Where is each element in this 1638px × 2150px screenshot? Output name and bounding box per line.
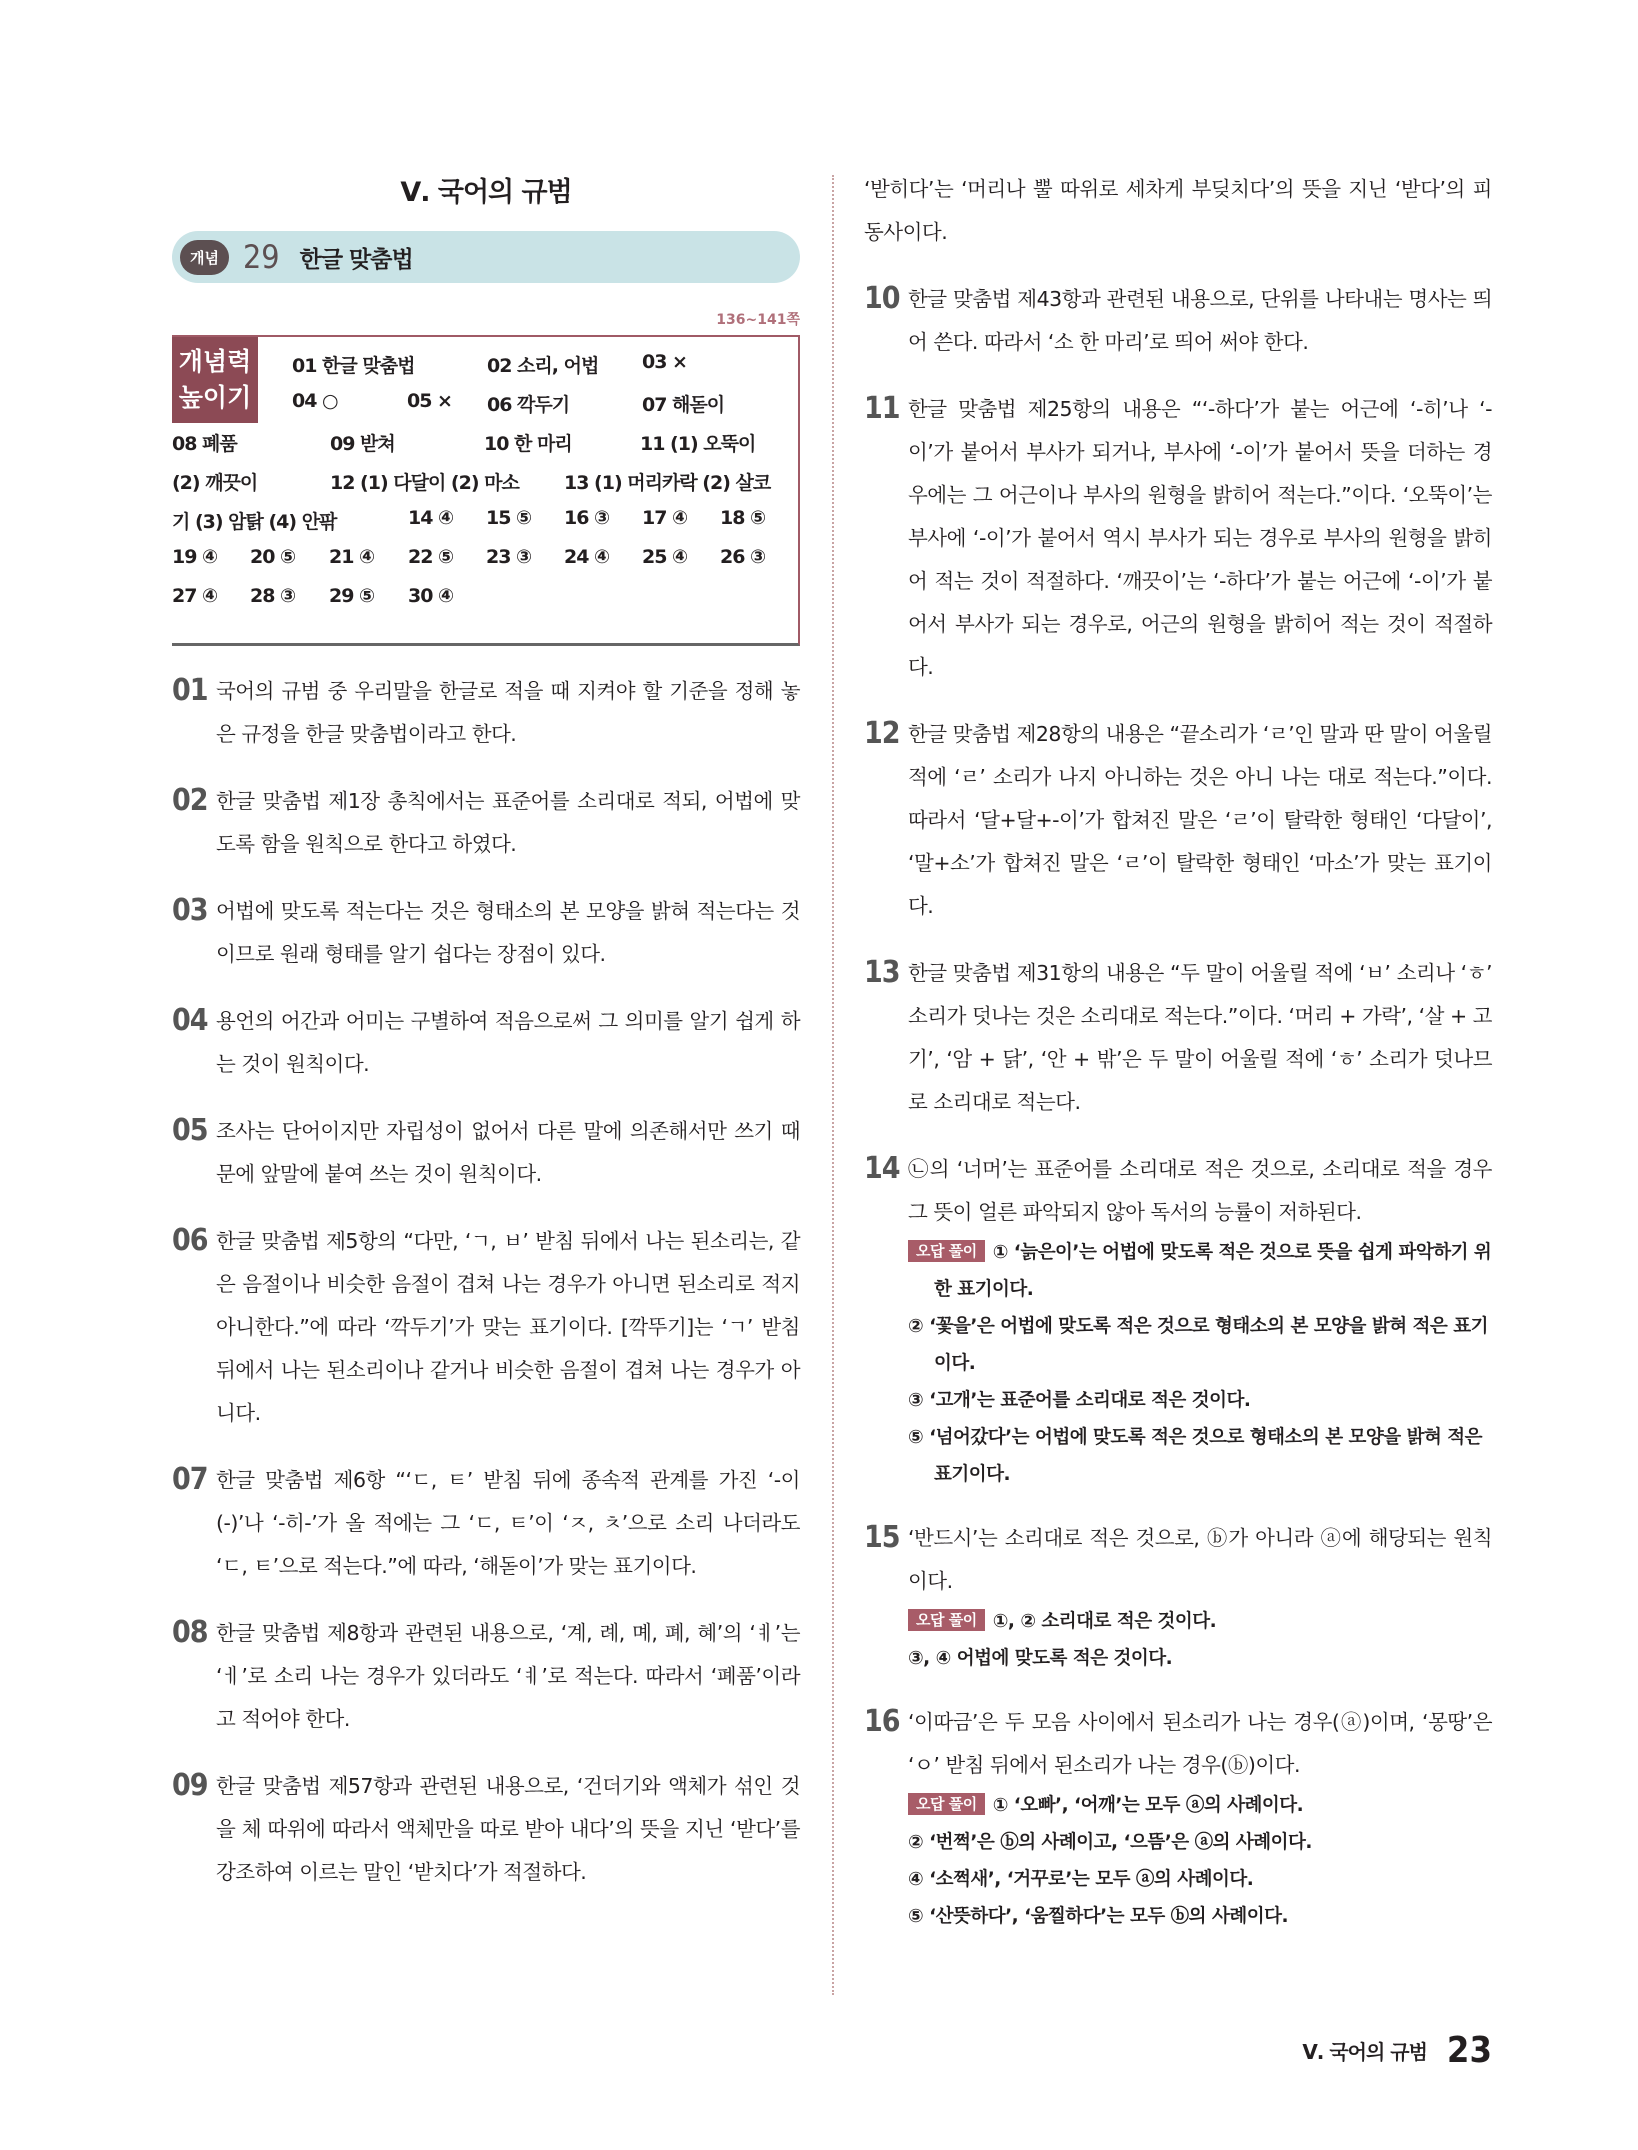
wrong-answer-notes bbox=[908, 1234, 1492, 1493]
lesson-title: 한글 맞춤법 bbox=[299, 246, 413, 273]
lesson-header bbox=[172, 231, 800, 283]
answer-cell: 21 ④ bbox=[329, 546, 375, 568]
lesson-badge: 개념 bbox=[180, 240, 229, 275]
wrong-answer-tag: 오답 풀이 bbox=[908, 1240, 985, 1262]
answer-row bbox=[172, 390, 788, 429]
explanation-item bbox=[172, 1765, 800, 1894]
item-text: 한글 맞춤법 제8항과 관련된 내용으로, ‘계, 례, 몌, 폐, 혜’의 ‘ㅖ’는 ‘ㅔ’로 소리 나는 경우가 있더라도 ‘ㅖ’로 적는다. 따라서 ‘폐품’이라고 적어야 한다. bbox=[216, 1621, 800, 1731]
note-text: ①, ② 소리대로 적은 것이다. bbox=[992, 1611, 1217, 1632]
explanation-item bbox=[864, 1517, 1492, 1603]
item-text: ‘받히다’는 ‘머리나 뿔 따위로 세차게 부딪치다’의 뜻을 지닌 ‘받다’의 피동사이다. bbox=[864, 177, 1492, 244]
lesson-number: 29 bbox=[242, 238, 280, 276]
item-number: 07 bbox=[172, 1462, 208, 1497]
explanation-item bbox=[864, 1148, 1492, 1234]
answer-cell: 14 ④ bbox=[408, 507, 454, 529]
item-text: 한글 맞춤법 제25항의 내용은 “‘-하다’가 붙는 어근에 ‘-히’나 ‘-이’가 붙어서 부사가 되거나, 부사에 ‘-이’가 붙어서 뜻을 더하는 경우에는 그 어근이나 부사의 원형을 밝히어 적는다.”이다. ‘오뚝이’는 부사에 ‘-이’가 붙어서 역시 부사가 되는 경우로 부사의 원형을 밝히어 적는 것이 적절하다. ‘깨끗이’는 ‘-하다’가 붙는 어근에 ‘-이’가 붙어서 부사가 되는 경우로, 어근의 원형을 밝히어 적는 것이 적절하다. bbox=[908, 397, 1492, 679]
item-text: 한글 맞춤법 제43항과 관련된 내용으로, 단위를 나타내는 명사는 띄어 쓴다. 따라서 ‘소 한 마리’로 띄어 써야 한다. bbox=[908, 287, 1492, 354]
answer-cell: 26 ③ bbox=[720, 546, 766, 568]
answer-box bbox=[172, 335, 800, 646]
item-text: 어법에 맞도록 적는다는 것은 형태소의 본 모양을 밝혀 적는다는 것이므로 원래 형태를 알기 쉽다는 장점이 있다. bbox=[216, 899, 800, 966]
item-text: 한글 맞춤법 제28항의 내용은 “끝소리가 ‘ㄹ’인 말과 딴 말이 어울릴 적에 ‘ㄹ’ 소리가 나지 아니하는 것은 아니 나는 대로 적는다.”이다. 따라서 ‘달+달+-이’가 합쳐진 말은 ‘ㄹ’이 탈락한 형태인 ‘다달이’, ‘말+소’가 합쳐진 말은 ‘ㄹ’이 탈락한 형태인 ‘마소’가 맞는 표기이다. bbox=[908, 722, 1492, 918]
answer-row bbox=[172, 546, 788, 585]
item-text: 한글 맞춤법 제5항의 “다만, ‘ㄱ, ㅂ’ 받침 뒤에서 나는 된소리는, 같은 음절이나 비슷한 음절이 겹쳐 나는 경우가 아니면 된소리로 적지 아니한다.”에 따라 ‘깍두기’가 맞는 표기이다. [깍뚜기]는 ‘ㄱ’ 받침 뒤에서 나는 된소리이나 같거나 비슷한 음절이 겹쳐 나는 경우가 아니다. bbox=[216, 1229, 800, 1425]
answer-cell: 06 깍두기 bbox=[487, 394, 570, 416]
note-line: ⑤ ‘넘어갔다’는 어법에 맞도록 적은 것으로 형태소의 본 모양을 밝혀 적은 표기이다. bbox=[908, 1427, 1483, 1485]
right-column bbox=[864, 168, 1492, 1935]
item-number: 03 bbox=[172, 893, 208, 928]
answer-cell: (2) 깨끗이 bbox=[172, 472, 258, 494]
answer-cell: 01 한글 맞춤법 bbox=[292, 355, 415, 377]
explanation-item bbox=[172, 1220, 800, 1435]
page-footer bbox=[1302, 2030, 1492, 2071]
note-line: ④ ‘소쩍새’, ‘거꾸로’는 모두 ⓐ의 사례이다. bbox=[908, 1869, 1254, 1890]
answer-row bbox=[172, 468, 788, 507]
note-text: ① ‘오빠’, ‘어깨’는 모두 ⓐ의 사례이다. bbox=[992, 1795, 1304, 1816]
item-number: 11 bbox=[864, 391, 900, 426]
item-text: ‘반드시’는 소리대로 적은 것으로, ⓑ가 아니라 ⓐ에 해당되는 원칙이다. bbox=[908, 1526, 1492, 1593]
item-number: 01 bbox=[172, 673, 208, 708]
note-text: ① ‘늙은이’는 어법에 맞도록 적은 것으로 뜻을 쉽게 파악하기 위한 표기이다. bbox=[934, 1242, 1492, 1300]
item-number: 06 bbox=[172, 1223, 208, 1258]
item-text: ㉡의 ‘너머’는 표준어를 소리대로 적은 것으로, 소리대로 적을 경우 그 뜻이 얼른 파악되지 않아 독서의 능률이 저하된다. bbox=[908, 1157, 1492, 1224]
answer-cell: 10 한 마리 bbox=[484, 433, 572, 455]
item-number: 13 bbox=[864, 955, 900, 990]
wrong-answer-tag: 오답 풀이 bbox=[908, 1609, 985, 1631]
section-title: Ⅴ. 국어의 규범 bbox=[400, 177, 572, 208]
explanation-item bbox=[172, 1459, 800, 1588]
explanation-item bbox=[172, 1612, 800, 1741]
item-text: 한글 맞춤법 제1장 총칙에서는 표준어를 소리대로 적되, 어법에 맞도록 함을 원칙으로 한다고 하였다. bbox=[216, 789, 800, 856]
item-number: 04 bbox=[172, 1003, 208, 1038]
note-line: ② ‘꽃을’은 어법에 맞도록 적은 것으로 형태소의 본 모양을 밝혀 적은 표기이다. bbox=[908, 1316, 1488, 1374]
answer-cell: 28 ③ bbox=[250, 585, 296, 607]
explanation-item bbox=[172, 780, 800, 866]
answer-cell: 09 받쳐 bbox=[330, 433, 395, 455]
item-number: 14 bbox=[864, 1151, 900, 1186]
answer-cell: 23 ③ bbox=[486, 546, 532, 568]
explanation-item bbox=[864, 278, 1492, 364]
left-column bbox=[172, 170, 800, 1894]
note-line: ⑤ ‘산뜻하다’, ‘움찔하다’는 모두 ⓑ의 사례이다. bbox=[908, 1906, 1288, 1927]
answer-row bbox=[172, 507, 788, 546]
answer-cell: 16 ③ bbox=[564, 507, 610, 529]
page-number: 23 bbox=[1446, 2030, 1492, 2071]
explanation-item bbox=[172, 670, 800, 756]
left-items bbox=[172, 670, 800, 1894]
column-divider bbox=[832, 175, 834, 1995]
answer-cell: 20 ⑤ bbox=[250, 546, 296, 568]
answer-cell: 02 소리, 어법 bbox=[487, 355, 599, 377]
explanation-continuation bbox=[864, 168, 1492, 254]
note-line bbox=[908, 1603, 1492, 1640]
item-text: 한글 맞춤법 제57항과 관련된 내용으로, ‘건더기와 액체가 섞인 것을 체 따위에 따라서 액체만을 따로 받아 내다’의 뜻을 지닌 ‘받다’를 강조하여 이르는 말인 ‘받치다’가 적절하다. bbox=[216, 1774, 800, 1884]
wrong-answer-notes bbox=[908, 1603, 1492, 1677]
note-line: ③ ‘고개’는 표준어를 소리대로 적은 것이다. bbox=[908, 1390, 1251, 1411]
page-range: 136~141쪽 bbox=[716, 312, 800, 328]
answer-cell: 08 폐품 bbox=[172, 433, 237, 455]
item-text: 한글 맞춤법 제6항 “‘ㄷ, ㅌ’ 받침 뒤에 종속적 관계를 가진 ‘-이(-)’나 ‘-히-’가 올 적에는 그 ‘ㄷ, ㅌ’이 ‘ㅈ, ㅊ’으로 소리 나더라도 ‘ㄷ, ㅌ’으로 적는다.”에 따라, ‘해돋이’가 맞는 표기이다. bbox=[216, 1468, 800, 1578]
answer-cell: 19 ④ bbox=[172, 546, 218, 568]
explanation-item bbox=[172, 1000, 800, 1086]
item-number: 09 bbox=[172, 1768, 208, 1803]
answer-cell: 04 ○ bbox=[292, 390, 338, 412]
answer-cell: 18 ⑤ bbox=[720, 507, 766, 529]
explanation-item bbox=[864, 952, 1492, 1124]
answer-cell: 기 (3) 암탉 (4) 안팎 bbox=[172, 511, 337, 533]
item-number: 12 bbox=[864, 716, 900, 751]
answer-cell: 24 ④ bbox=[564, 546, 610, 568]
answer-cell: 17 ④ bbox=[642, 507, 688, 529]
answer-cell: 27 ④ bbox=[172, 585, 218, 607]
answer-cell: 05 × bbox=[407, 390, 452, 412]
item-text: 한글 맞춤법 제31항의 내용은 “두 말이 어울릴 적에 ‘ㅂ’ 소리나 ‘ㅎ’ 소리가 덧나는 것은 소리대로 적는다.”이다. ‘머리 + 가락’, ‘살 + 고기’, ‘암 + 닭’, ‘안 + 밖’은 두 말이 어울릴 적에 ‘ㅎ’ 소리가 덧나므로 소리대로 적는다. bbox=[908, 961, 1492, 1114]
explanation-item bbox=[864, 1701, 1492, 1787]
answer-cell: 25 ④ bbox=[642, 546, 688, 568]
item-text: ‘이따금’은 두 모음 사이에서 된소리가 나는 경우(ⓐ)이며, ‘몽땅’은 ‘ㅇ’ 받침 뒤에서 된소리가 나는 경우(ⓑ)이다. bbox=[908, 1710, 1492, 1777]
explanation-item bbox=[864, 388, 1492, 689]
item-number: 02 bbox=[172, 783, 208, 818]
wrong-answer-tag: 오답 풀이 bbox=[908, 1793, 985, 1815]
wrong-answer-notes bbox=[908, 1787, 1492, 1935]
explanation-item bbox=[172, 890, 800, 976]
answer-cell: 29 ⑤ bbox=[329, 585, 375, 607]
item-number: 08 bbox=[172, 1615, 208, 1650]
answer-cell: 13 (1) 머리카락 (2) 살코 bbox=[564, 472, 771, 494]
answer-box-tag: 개념력 높이기 bbox=[172, 337, 258, 423]
answer-row bbox=[172, 351, 788, 390]
item-number: 16 bbox=[864, 1704, 900, 1739]
explanation-item bbox=[864, 713, 1492, 928]
answer-cell: 11 (1) 오뚝이 bbox=[640, 433, 756, 455]
item-number: 05 bbox=[172, 1113, 208, 1148]
item-text: 국어의 규범 중 우리말을 한글로 적을 때 지켜야 할 기준을 정해 놓은 규정을 한글 맞춤법이라고 한다. bbox=[216, 679, 800, 746]
answer-row bbox=[172, 585, 788, 624]
note-line bbox=[908, 1234, 1492, 1308]
explanation-item bbox=[172, 1110, 800, 1196]
answer-cell: 15 ⑤ bbox=[486, 507, 532, 529]
answer-cell: 30 ④ bbox=[408, 585, 454, 607]
answer-cell: 03 × bbox=[642, 351, 687, 373]
note-line: ③, ④ 어법에 맞도록 적은 것이다. bbox=[908, 1648, 1173, 1669]
item-number: 15 bbox=[864, 1520, 900, 1555]
item-number: 10 bbox=[864, 281, 900, 316]
answer-row bbox=[172, 429, 788, 468]
footer-section-label: Ⅴ. 국어의 규범 bbox=[1302, 2040, 1427, 2064]
note-line bbox=[908, 1787, 1492, 1824]
answer-cell: 07 해돋이 bbox=[642, 394, 725, 416]
answer-cell: 12 (1) 다달이 (2) 마소 bbox=[330, 472, 519, 494]
note-line: ② ‘번쩍’은 ⓑ의 사례이고, ‘으뜸’은 ⓐ의 사례이다. bbox=[908, 1832, 1312, 1853]
answer-cell: 22 ⑤ bbox=[408, 546, 454, 568]
item-text: 용언의 어간과 어미는 구별하여 적음으로써 그 의미를 알기 쉽게 하는 것이 원칙이다. bbox=[216, 1009, 800, 1076]
item-text: 조사는 단어이지만 자립성이 없어서 다른 말에 의존해서만 쓰기 때문에 앞말에 붙여 쓰는 것이 원칙이다. bbox=[216, 1119, 800, 1186]
